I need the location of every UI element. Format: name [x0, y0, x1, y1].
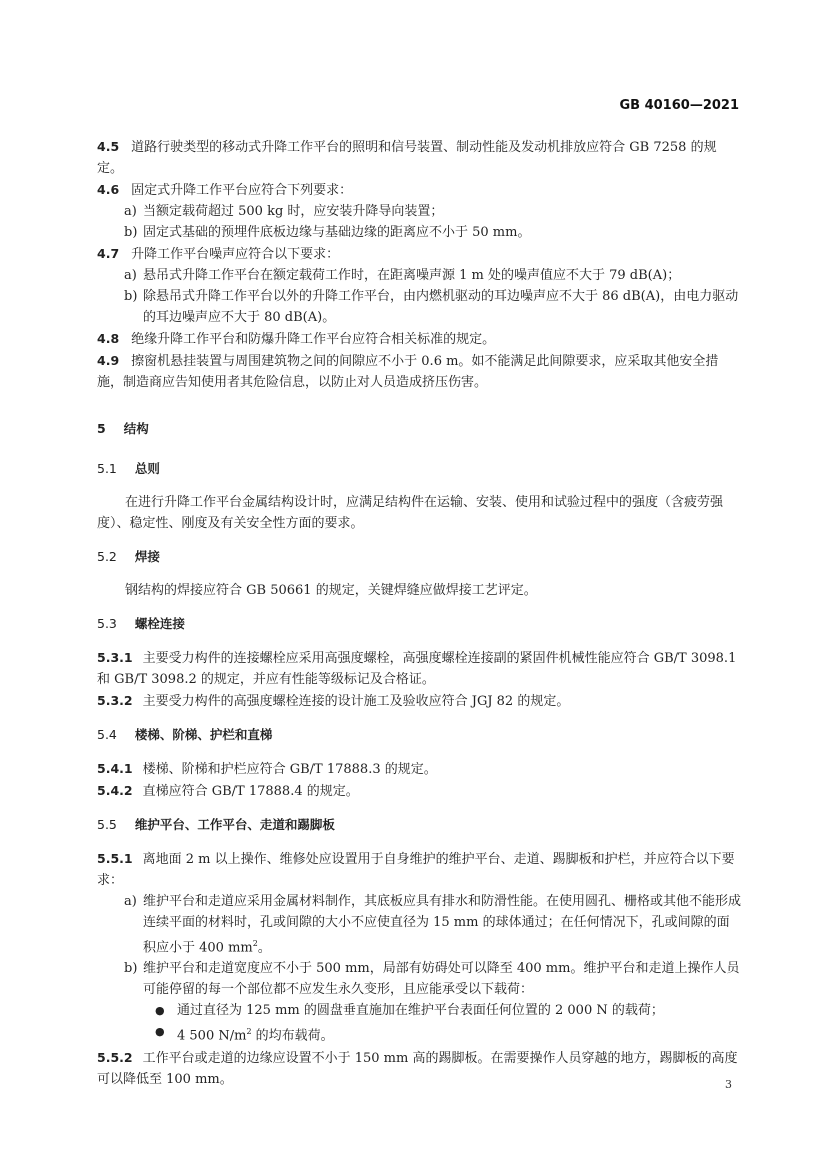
section-heading-5-4 [97, 724, 742, 746]
paragraph: 钢结构的焊接应符合 GB 50661 的规定，关键焊缝应做焊接工艺评定。 [125, 583, 537, 598]
clause-number: 5.4.2 [97, 783, 133, 798]
list-item [97, 891, 742, 958]
clause-5-3-1 [97, 647, 742, 690]
clause-number: 4.9 [97, 353, 120, 368]
bullet-text: 通过直径为 125 mm 的圆盘垂直施加在维护平台表面任何位置的 2 000 N 的载荷； [177, 1003, 664, 1019]
clause-4-9 [97, 350, 742, 393]
clause-text: 擦窗机悬挂装置与周围建筑物之间的间隙应不小于 0.6 m。如不能满足此间隙要求，应采取其他安全措施，制造商应告知使用者其危险信息，以防止对人员造成挤压伤害。 [97, 354, 719, 390]
clause-number: 4.7 [97, 246, 120, 261]
section-heading-5-3 [97, 613, 742, 635]
superscript: 2 [246, 1027, 252, 1037]
clause-4-6 [97, 179, 742, 201]
section-number: 5.2 [97, 549, 117, 564]
list-item [97, 286, 742, 328]
section-number: 5.5 [97, 817, 117, 832]
clause-text: 升降工作平台噪声应符合以下要求： [131, 247, 340, 262]
page-content [97, 136, 742, 1090]
section-heading-5-2 [97, 546, 742, 568]
item-label: a) [124, 268, 137, 283]
item-label: b) [124, 961, 138, 977]
item-label: b) [124, 225, 138, 240]
section-title: 螺栓连接 [134, 616, 185, 631]
clause-number: 5.5.2 [97, 1049, 133, 1065]
item-text: 维护平台和走道宽度应不小于 500 mm，局部有妨碍处可以降至 400 mm。维护平台和走道上操作人员可能停留的每一个部位都不应发生永久变形，且应能承受以下载荷： [143, 961, 740, 998]
section-title: 楼梯、阶梯、护栏和直梯 [134, 727, 273, 742]
section-heading-5-5 [97, 814, 742, 836]
item-text-tail: 。 [257, 940, 271, 956]
clause-text: 离地面 2 m 以上操作、维修处应设置用于自身维护的维护平台、走道、踢脚板和护栏，并应符合以下要求： [97, 852, 735, 888]
superscript: 2 [252, 939, 258, 948]
clause-text: 主要受力构件的连接螺栓应采用高强度螺栓，高强度螺栓连接副的紧固件机械性能应符合 GB/T 3098.1 和 GB/T 3098.2 的规定，并应有性能等级标记及合格证。 [97, 651, 737, 687]
clause-5-5-2 [97, 1047, 742, 1090]
clause-number: 4.6 [97, 182, 120, 197]
section-heading-5 [97, 418, 742, 440]
item-label: b) [124, 289, 138, 304]
clause-number: 5.4.1 [97, 761, 133, 776]
page-number: 3 [725, 1078, 732, 1091]
section-number: 5 [97, 421, 106, 436]
item-text: 维护平台和走道应采用金属材料制作，其底板应具有排水和防滑性能。在使用圆孔、栅格或其他不能形成连续平面的材料时，孔或间隙的大小不应使直径为 15 mm 的球体通过；在任何情况下，孔或间隙的面积应小于 400 mm [143, 894, 742, 956]
clause-5-5-1 [97, 848, 742, 891]
clause-number: 5.3.2 [97, 693, 133, 708]
clause-4-5 [97, 136, 742, 179]
item-label: a) [124, 204, 137, 219]
clause-5-4-2 [97, 780, 742, 802]
section-title: 结构 [123, 421, 149, 436]
bullet-icon: ● [155, 1004, 165, 1018]
list-item [97, 201, 742, 222]
clause-text: 楼梯、阶梯和护栏应符合 GB/T 17888.3 的规定。 [142, 762, 437, 777]
list-item [97, 265, 742, 286]
section-number: 5.1 [97, 461, 117, 476]
clause-number: 4.8 [97, 331, 120, 346]
clause-text: 直梯应符合 GB/T 17888.4 的规定。 [142, 784, 359, 799]
item-text: 悬吊式升降工作平台在额定载荷工作时，在距离噪声源 1 m 处的噪声值应不大于 79 dB(A)； [143, 268, 681, 283]
clause-text: 固定式升降工作平台应符合下列要求： [131, 183, 353, 198]
clause-number: 4.5 [97, 139, 120, 154]
clause-5-4-1 [97, 758, 742, 780]
section-heading-5-1 [97, 458, 742, 480]
clause-5-3-2 [97, 690, 742, 712]
item-text: 除悬吊式升降工作平台以外的升降工作平台，由内燃机驱动的耳边噪声应不大于 86 dB(A)，由电力驱动的耳边噪声应不大于 80 dB(A)。 [143, 289, 739, 325]
section-number: 5.3 [97, 616, 117, 631]
clause-number: 5.3.1 [97, 650, 133, 665]
clause-text: 道路行驶类型的移动式升降工作平台的照明和信号装置、制动性能及发动机排放应符合 GB 7258 的规定。 [97, 140, 717, 176]
clause-text: 工作平台或走道的边缘应设置不小于 150 mm 高的踢脚板。在需要操作人员穿越的地方，踢脚板的高度可以降低至 100 mm。 [97, 1050, 738, 1087]
item-text: 当额定载荷超过 500 kg 时，应安装升降导向装置； [143, 204, 444, 219]
list-item [97, 222, 742, 243]
section-title: 总则 [134, 461, 160, 476]
bullet-text: 4 500 N/m [177, 1028, 247, 1044]
section-title: 维护平台、工作平台、走道和踢脚板 [134, 817, 335, 832]
standard-number: GB 40160—2021 [619, 98, 739, 113]
bullet-text-tail: 的均布载荷。 [251, 1028, 334, 1044]
bullet-item [97, 1021, 742, 1046]
item-text: 固定式基础的预埋件底板边缘与基础边缘的距离应不小于 50 mm。 [143, 225, 531, 240]
clause-4-7 [97, 243, 742, 265]
clause-text: 主要受力构件的高强度螺栓连接的设计施工及验收应符合 JGJ 82 的规定。 [142, 694, 570, 709]
paragraph: 在进行升降工作平台金属结构设计时，应满足结构件在运输、安装、使用和试验过程中的强度（含疲劳强度）、稳定性、刚度及有关安全性方面的要求。 [97, 495, 724, 531]
clause-number: 5.5.1 [97, 851, 133, 866]
list-item [97, 958, 742, 1000]
section-number: 5.4 [97, 727, 117, 742]
bullet-item [97, 1000, 742, 1021]
section-title: 焊接 [134, 549, 160, 564]
clause-text: 绝缘升降工作平台和防爆升降工作平台应符合相关标准的规定。 [131, 332, 496, 347]
item-label: a) [124, 894, 137, 909]
clause-4-8 [97, 328, 742, 350]
bullet-icon: ● [155, 1025, 165, 1039]
